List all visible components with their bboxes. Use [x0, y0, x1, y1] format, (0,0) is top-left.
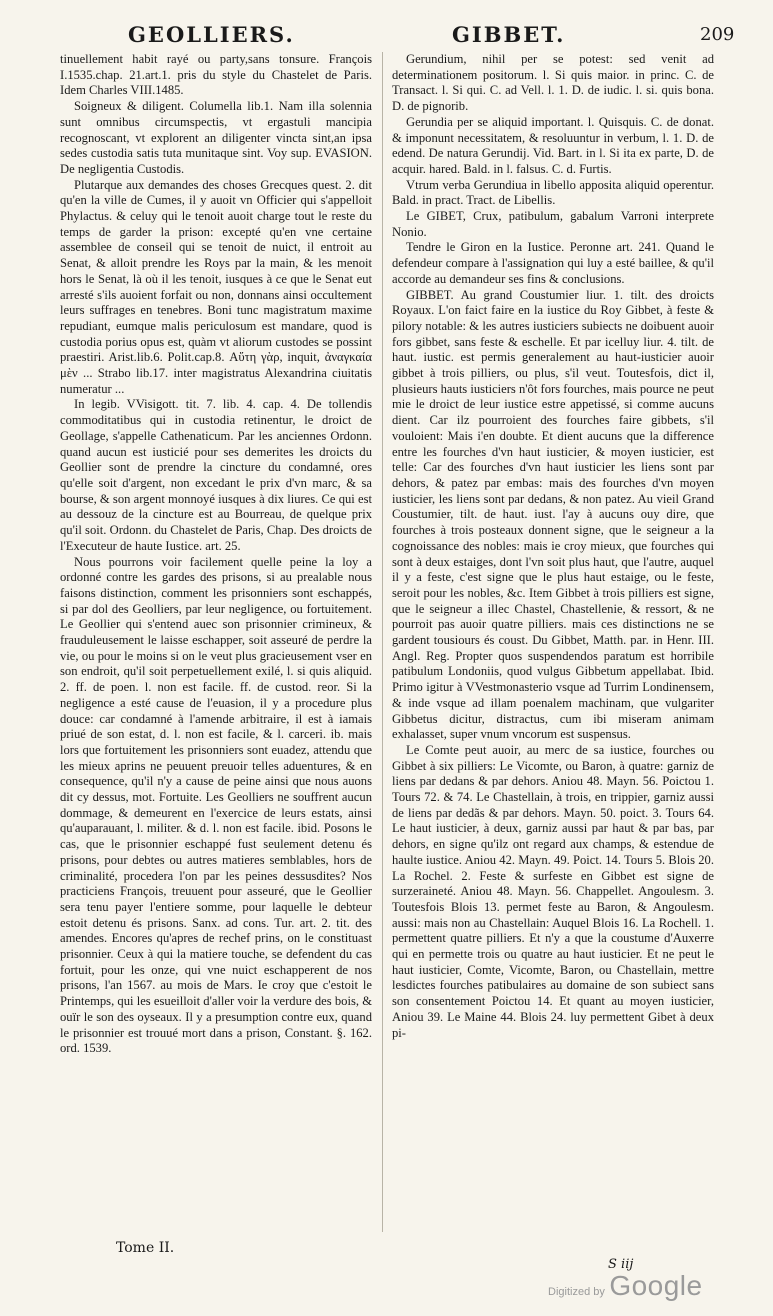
- volume-label: Tome II.: [116, 1240, 175, 1256]
- paragraph: GIBBET. Au grand Coustumier liur. 1. tilt. des droicts Royaux. L'on faict faire en la iustice du Roy Gibbet, à feste & pilory notable: & les autres iusticiers subiects ne doibuent auoir fors gibbet, sans feste & eschelle. Et par icelluy liur. 4. tilt. de haut. iustic. est permis generalement au haut-iusticier auoir gibbet à trois pilliers, ou plus, s'il veut. Toutesfois, dict il, plusieurs hauts iusticiers n'ôt fors fourches, mais pource ne peut mie le droict de leur iustice estre appetissé, si comme aucuns dient. Car ilz pourroient des fourches faire gibbets, s'il vouloient: Mais i'en doubte. Et dient aucuns que la difference entre les fourches d'vn haut iusticier, & moyen iusticier, est telle: Car des fourches d'vn haut iusticier les liens sont par dehors, & patez par embas: mais des fourches d'vn moyen iusticier, les liens sont par dedans, & non patez. Au vieil Grand Coustumier, tilt. de haut. iust. l'ay à aucuns ouy dire, que fourches à trois posteaux donnent signe, que le seigneur a la cognoissance des nobles: mais ie croy mieux, que fourches qui sont à deux estaiges, dont l'vn soit plus haut, que l'autre, auquel il y a feste, c'est signe que le plus haut estaige, ou le feste, seroit pour les nobles, &c. Item Gibbet à trois pilliers est signe, que le seigneur a illec Chastel, Chastellenie, & ressort, & ne pourroit pas auoir quatre pilliers. mais ces distinctions ne se gardent tousiours és coust. Du Gibbet, Matth. par. in Henr. III. Angl. Reg. Propter quos suspendendos paratum est horribile patibulum Londoniis, quod vulgus Gibbetum appellabat. Ibid. Primo igitur à VVestmonasterio vsque ad Turrim Londinensem, & inde vsque ad illam poenalem machinam, que vulgariter Gibbetus dicitur, distractus, cum ibi miseram animam exhalasset, super vnum vncorum est suspensus.: [392, 287, 714, 742]
- paragraph: Gerundium, nihil per se potest: sed venit ad determinationem positorum. l. Si quis maior. in princ. C. de Transact. l. Si qui. C. ad Vell. l. 1. D. de iudic. l. si. quis bona. D. de pignorib.: [392, 52, 714, 114]
- column-divider: [382, 52, 383, 1232]
- left-column: [60, 52, 372, 1292]
- right-column: [392, 52, 714, 1292]
- paragraph: Soigneux & diligent. Columella lib.1. Nam illa solennia sunt omnibus circumspectis, vt ergastuli mancipia recognoscant, vt explorent an diligenter vincta sint,an ipsa sedes custodia satis tuta munitaque sint. Voy sup. EVASION. De negligentia Custodis.: [60, 99, 372, 176]
- watermark-prefix: Digitized by: [548, 1286, 605, 1298]
- digitized-watermark: [548, 1270, 703, 1302]
- google-logo: Google: [609, 1270, 703, 1301]
- paragraph: Vtrum verba Gerundiua in libello apposita aliquid operentur. Bald. in pract. Tract. de Libellis.: [392, 177, 714, 208]
- paragraph: Gerundia per se aliquid important. l. Quisquis. C. de donat. & imponunt necessitatem, & resoluuntur in verbum, l. 1. D. de edend. De natura Gerundij. Vid. Bart. in l. Si ita ex parte, D. de acquir. hared. Bald. in l. falsus. C. d. Furtis.: [392, 114, 714, 176]
- page-number: 209: [700, 24, 735, 45]
- paragraph: Tendre le Giron en la Iustice. Peronne art. 241. Quand le defendeur compare à l'assignation qui luy a esté baillee, & qu'il accorde au demandeur ses fins & conclusions.: [392, 240, 714, 286]
- left-running-title: GEOLLIERS.: [128, 22, 295, 47]
- signature-mark: S iij: [608, 1257, 634, 1272]
- paragraph: In legib. VVisigott. tit. 7. lib. 4. cap. 4. De tollendis commoditatibus qui in custodia retinentur, le droict de Geollage, s'appelle Cathenaticum. Par les anciennes Ordonn. quand aucun est iusticié pour ses demerites les droicts du Geollier sont de prendre la cincture du condamné, ores qu'elle soit d'argent, non excedant le prix d'vn marc, & sa bourse, & son argent monnoyé iusques à dix liures. Ce qui est au dessouz de la cincture est au Bourreau, de quelque prix qu'il soit. Ordonn. du Chastelet de Paris, Chap. Des droicts de l'Executeur de haute Iustice. art. 25.: [60, 397, 372, 553]
- paragraph: Nous pourrons voir facilement quelle peine la loy a ordonné contre les gardes des prisons, si au prealable nous faisons distinction, comment les prisonniers sont eschappés, si par dol des Geolliers, par leur negligence, ou fortuitement. Le Geollier qui s'entend auec son prisonnier crimineux, & frauduleusement le laisse eschapper, soit asseuré de perdre la vie, ou pour le moins si on le veut plus gracieusement vser en son endroit, qu'il soit perpetuellement exilé, l. si quis aliquid. 2. ff. de poen. l. non est facile. ff. de custod. reor. Si la negligence a esté cause de l'euasion, il y a procedure plus douce: car condamné à l'amende arbitraire, il est à iamais priué de son estat, d. l. non est facile, & l. carceri. ib. mais lors que fortuitement les prisonniers sont euadez, attendu que les mieux aprins ne peuuent preuoir telles aduentures, & en consequence, qu'il n'y a cause de peine ainsi que nous auons dit cy dessus, mot. Fortuite. Les Geolliers ne souffrent aucun dommage, & demeurent en l'exercice de leurs estats, ainsi qu'auparauant, l. militer. & d. l. non est facile. ibid. Posons le cas, que le prisonnier eschappé fust seulement detenu és prisons, pour debtes ou autres matieres semblables, hors de criminalité, procedera l'on par les peines dessusdites? Nos practiciens François, treuuent pour asseuré, que le Geollier sera tenu payer l'entiere somme, pour laquelle le debteur estoit detenu és prisons. Sanx. ad cons. Tur. art. 2. tit. des amendes. Encores qu'apres de rechef prins, on le constituast prisonnier. Ceux à qui la matiere touche, se defendent du cas fortuit, pour les onze, qui vne nuict eschapperent de nos prisons, l'an 1567. au mois de Mars. Ie croy que c'estoit le Printemps, qui les esueilloit d'aller voir la verdure des bois, & ouïr le son des oyseaux. Il y a presumption contre eux, quand le prisonnier est trouué mort dans a prison, Constant. §. 162. ord. 1539.: [60, 554, 372, 1056]
- paragraph: tinuellement habit rayé ou party,sans tonsure. François I.1535.chap. 21.art.1. pris du style du Chastelet de Paris. Idem Charles VIII.1485.: [60, 52, 372, 98]
- right-running-title: GIBBET.: [452, 22, 566, 47]
- paragraph: Le Comte peut auoir, au merc de sa iustice, fourches ou Gibbet à six pilliers: Le Vicomte, ou Baron, à quatre: garniz de liens par dedans & par dehors. Aniou 48. Mayn. 56. Poictou 1. Tours 72. & 74. Le Chastellain, à trois, en trippier, garniz aussi de liens par dedãs & par dehors. Mayn. 50. poict. 3. Tours 64. Le haut iusticier, à deux, garniz aussi par haut & par bas, par dehors, en signe qu'ilz ont regard aux champs, & estendue de haulte iustice. Aniou 42. Mayn. 49. Poict. 14. Tours 5. Blois 20. La Rochel. 2. Feste & surfeste en Gibbet est signe de surzeraineté. Aniou 48. Mayn. 56. Chappellet. Angoulesm. 3. Toutesfois Blois 13. permet feste au Baron, & Angoulesm. aussi: mais non au Chastellain: Auquel Blois 16. La Rochell. 1. permettent quatre pilliers. Et n'y a que la coustume d'Auxerre qui en permette trois ou quatre au haut iusticier. Et ne peut le haut iusticier, Comte, Vicomte, Baron, ou Chastellain, mettre lesdictes fourches patibulaires au domaine de son subiect sans son consentement Poictou 14. Et quant au moyen iusticier, Aniou 39. Le Maine 44. Blois 24. luy permettent Gibet à deux pi-: [392, 742, 714, 1040]
- paragraph: Plutarque aux demandes des choses Grecques quest. 2. dit qu'en la ville de Cumes, il y auoit vn Officier qui s'appelloit Phylactus. & celuy qui le tenoit auoit charge tout le reste du temps de garder la prison: excepté qu'en vne certaine assemblee de conseil qui se tenoit de nuict, il entroit au Senat, & alloit prendre les Roys par la main, & les menoit hors le Senat, là où il les tenoit, iusques à ce que le Senat eut arresté s'ils auoient forfait ou non, donnans ainsi occultement leurs suffrages en tenebres. Boni tunc magistratum maxime repudiant, eumque malis periculosum est mandare, quod is custodia porius opus est, quàm vt aliorum custodes se possint praestiri. Arist.lib.6. Polit.cap.8. Αὕτη γὰρ, inquit, ἀναγκαία μὲν ... Strabo lib.17. inter magistratus Alexandrina ciuitatis numeratur ...: [60, 177, 372, 396]
- running-header: [0, 22, 773, 52]
- paragraph: Le GIBET, Crux, patibulum, gabalum Varroni interprete Nonio.: [392, 209, 714, 239]
